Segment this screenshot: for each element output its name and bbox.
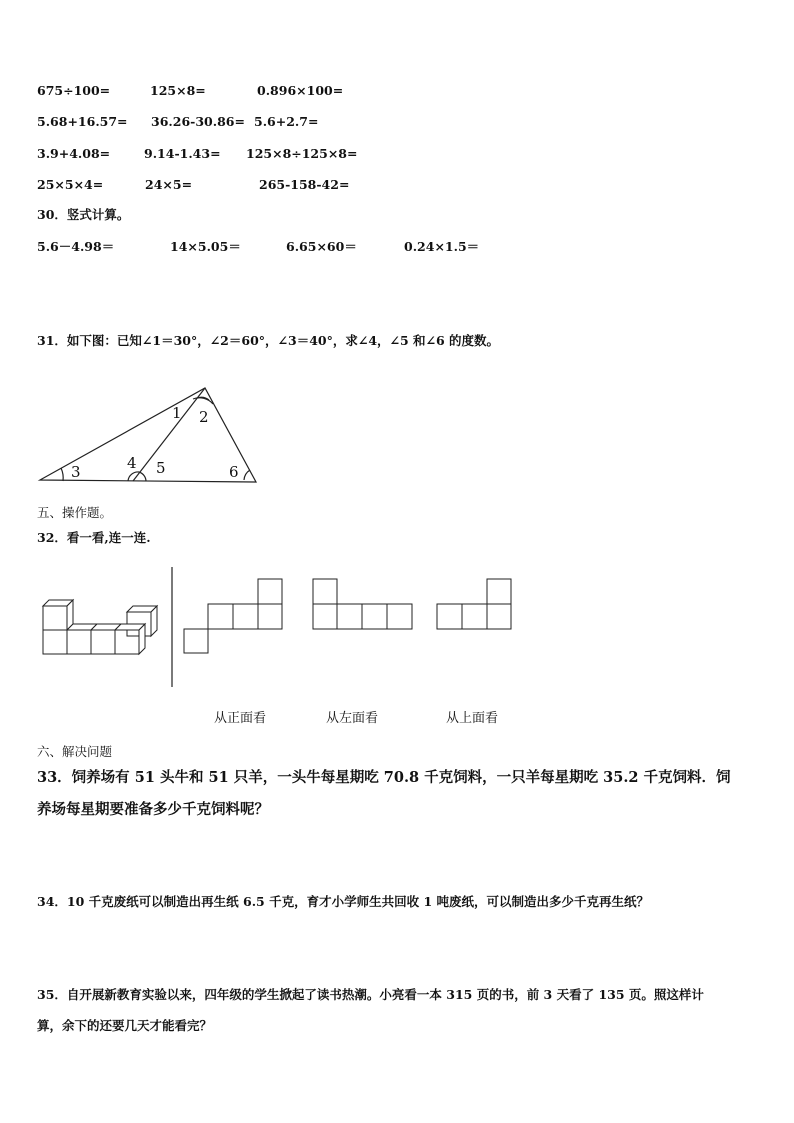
calc-item: 125×8÷125×8= <box>246 146 358 161</box>
view-label-left: 从左面看 <box>326 711 379 726</box>
question-33-line1: 33．饲养场有 51 头牛和 51 只羊，一头牛每星期吃 70.8 千克饲料，一只羊每星期吃 35.2 千克饲料．饲 <box>37 769 731 786</box>
angle-2-label: 2 <box>199 408 209 426</box>
section-6-title: 六、解决问题 <box>37 744 113 759</box>
calc-item: 25×5×4= <box>37 177 104 192</box>
calc-item: 5.68+16.57= <box>37 114 128 129</box>
calc-item: 5.6－4.98＝ <box>37 239 115 254</box>
calc-item: 3.9+4.08= <box>37 146 111 161</box>
question-35-line2: 算，余下的还要几天才能看完？ <box>37 1018 213 1033</box>
view-label-top: 从上面看 <box>446 711 499 726</box>
calc-item: 675÷100= <box>37 83 111 98</box>
calc-item: 0.24×1.5＝ <box>404 239 480 254</box>
calc-item: 14×5.05＝ <box>170 239 241 254</box>
question-31-title: 31．如下图：已知∠1＝30°，∠2＝60°，∠3＝40°，求∠4，∠5 和∠6 的度数。 <box>37 333 500 348</box>
angle-1-label: 1 <box>172 404 182 422</box>
calc-item: 5.6+2.7= <box>254 114 319 129</box>
section-5-title: 五、操作题。 <box>37 505 113 520</box>
calc-item: 24×5= <box>145 177 193 192</box>
angle-3-label: 3 <box>71 463 81 481</box>
question-33-line2: 养场每星期要准备多少千克饲料呢？ <box>37 801 269 818</box>
question-30-title: 30．竖式计算。 <box>37 207 130 222</box>
calc-item: 265-158-42= <box>259 177 350 192</box>
calc-item: 36.26-30.86= <box>151 114 245 129</box>
angle-4-label: 4 <box>127 454 137 472</box>
angle-5-label: 5 <box>156 459 166 477</box>
calc-item: 9.14-1.43= <box>144 146 221 161</box>
calc-item: 125×8= <box>150 83 206 98</box>
calc-item: 6.65×60＝ <box>286 239 357 254</box>
question-35-line1: 35．自开展新教育实验以来，四年级的学生掀起了读书热潮。小亮看一本 315 页的书，前 3 天看了 135 页。照这样计 <box>37 987 704 1002</box>
angle-6-label: 6 <box>229 463 239 481</box>
view-label-front: 从正面看 <box>214 711 267 726</box>
question-34-line1: 34．10 千克废纸可以制造出再生纸 6.5 千克，育才小学师生共回收 1 吨废纸，可以制造出多少千克再生纸？ <box>37 894 649 909</box>
calc-item: 0.896×100= <box>257 83 344 98</box>
question-32-title: 32．看一看,连一连. <box>37 530 151 545</box>
